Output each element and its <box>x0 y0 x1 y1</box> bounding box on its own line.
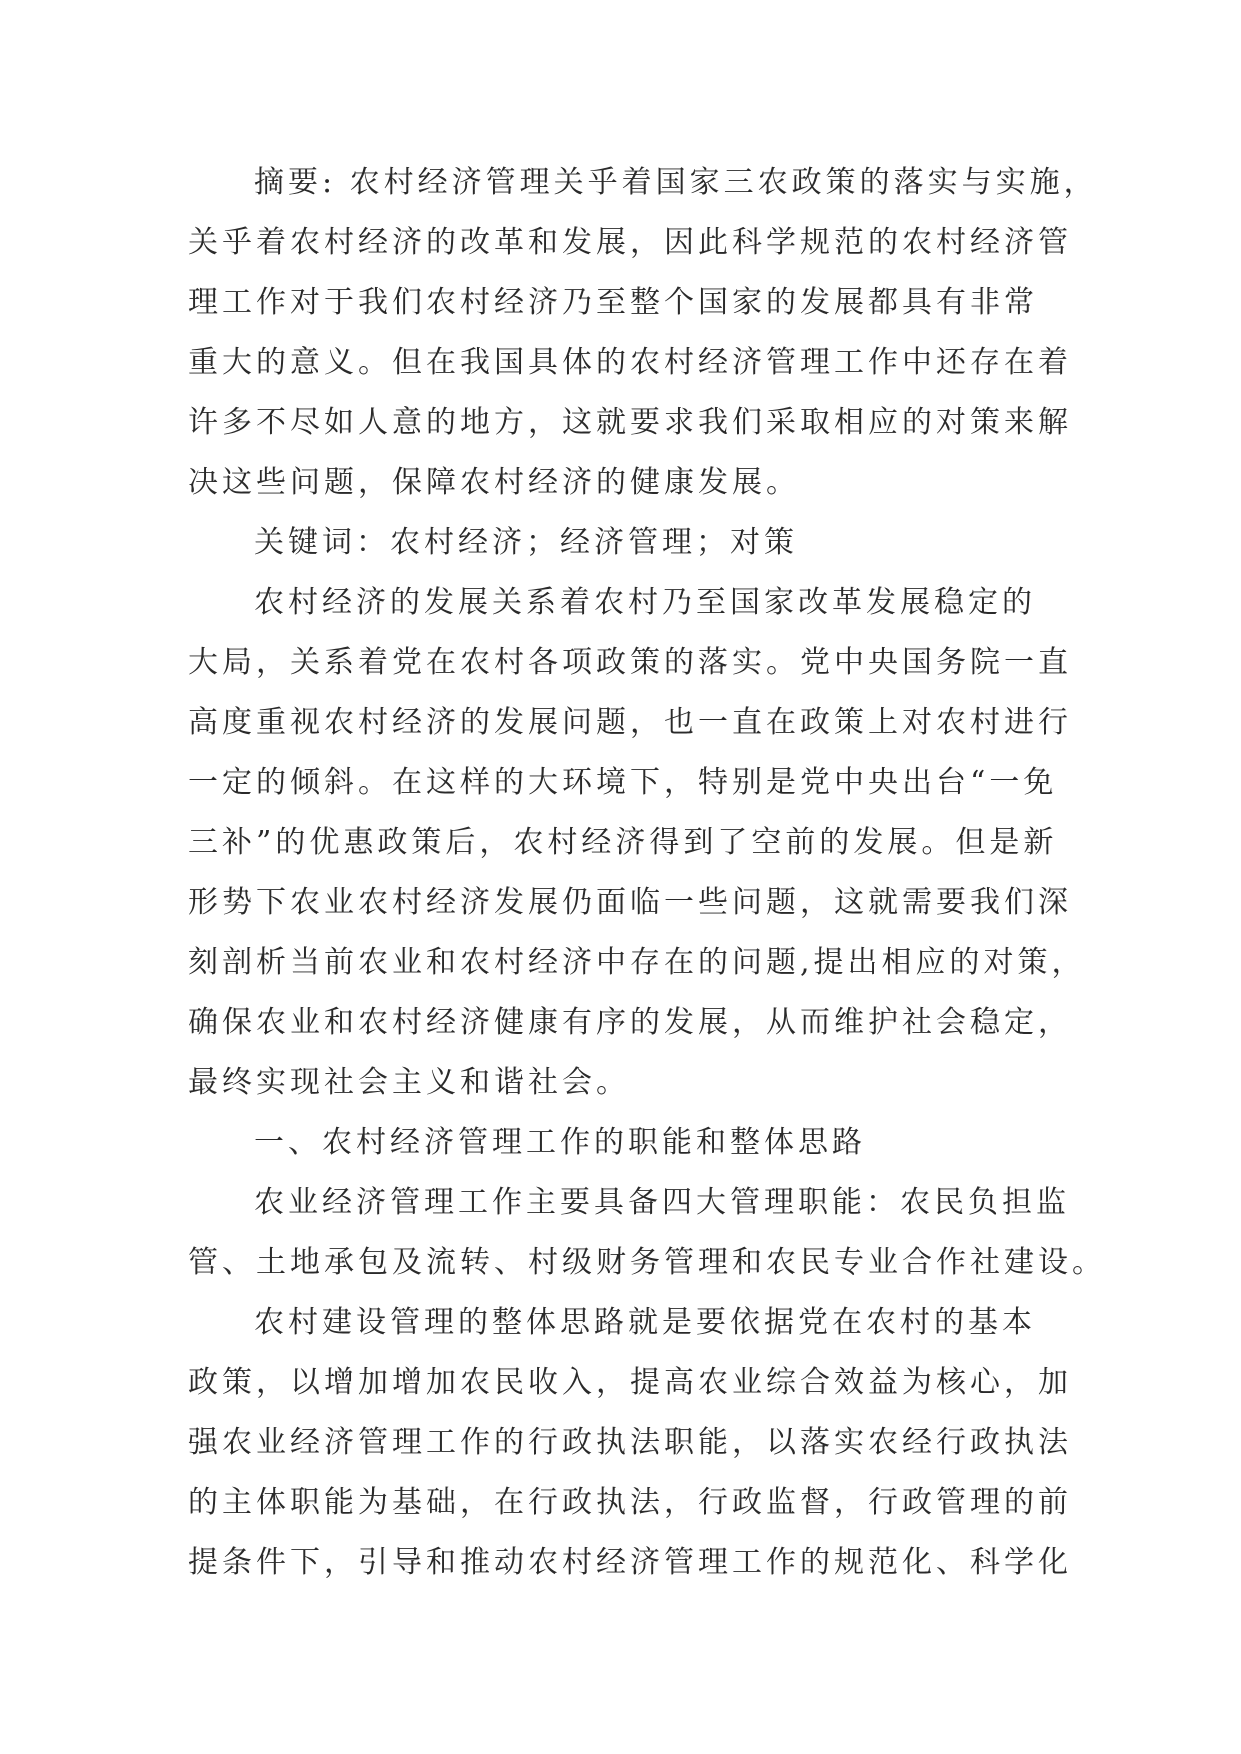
text-line: 形势下农业农村经济发展仍面临一些问题，这就需要我们深 <box>188 885 1072 920</box>
text-line: 一、农村经济管理工作的职能和整体思路 <box>254 1125 866 1160</box>
text-line: 的主体职能为基础，在行政执法，行政监督，行政管理的前 <box>188 1485 1072 1520</box>
text-line: 大局，关系着党在农村各项政策的落实。党中央国务院一直 <box>188 645 1072 680</box>
text-line: 提条件下，引导和推动农村经济管理工作的规范化、科学化 <box>188 1545 1072 1580</box>
text-line: 摘要: 农村经济管理关乎着国家三农政策的落实与实施， <box>254 165 1098 200</box>
text-line: 许多不尽如人意的地方，这就要求我们采取相应的对策来解 <box>188 405 1072 440</box>
text-line: 强农业经济管理工作的行政执法职能，以落实农经行政执法 <box>188 1425 1072 1460</box>
text-line: 农村经济的发展关系着农村乃至国家改革发展稳定的 <box>254 585 1036 620</box>
text-line: 政策，以增加增加农民收入，提高农业综合效益为核心，加 <box>188 1365 1072 1400</box>
paragraph-approach <box>188 1293 1072 1593</box>
paragraph-keywords <box>188 513 1058 573</box>
text-line: 最终实现社会主义和谐社会。 <box>188 1065 630 1100</box>
document-body <box>188 153 1106 1593</box>
text-line: 决这些问题，保障农村经济的健康发展。 <box>188 465 800 500</box>
text-line: 管、土地承包及流转、村级财务管理和农民专业合作社建设。 <box>188 1245 1106 1280</box>
paragraph-abstract <box>188 153 1098 513</box>
text-line: 理工作对于我们农村经济乃至整个国家的发展都具有非常 <box>188 285 1038 320</box>
text-line: 三补”的优惠政策后，农村经济得到了空前的发展。但是新 <box>188 825 1058 860</box>
text-line: 刻剖析当前农业和农村经济中存在的问题,提出相应的对策， <box>188 945 1086 980</box>
text-line: 确保农业和农村经济健康有序的发展，从而维护社会稳定， <box>188 1005 1072 1040</box>
text-line: 一定的倾斜。在这样的大环境下，特别是党中央出台“一免 <box>188 765 1058 800</box>
text-line: 高度重视农村经济的发展问题，也一直在政策上对农村进行 <box>188 705 1072 740</box>
text-line: 重大的意义。但在我国具体的农村经济管理工作中还存在着 <box>188 345 1072 380</box>
text-line: 农村建设管理的整体思路就是要依据党在农村的基本 <box>254 1305 1036 1340</box>
text-line: 农业经济管理工作主要具备四大管理职能：农民负担监 <box>254 1185 1070 1220</box>
text-line: 关键词：农村经济；经济管理；对策 <box>254 525 798 560</box>
text-line: 关乎着农村经济的改革和发展，因此科学规范的农村经济管 <box>188 225 1072 260</box>
paragraph-functions <box>188 1173 1106 1293</box>
paragraph-section-1-heading <box>188 1113 1058 1173</box>
paragraph-intro <box>188 573 1086 1113</box>
